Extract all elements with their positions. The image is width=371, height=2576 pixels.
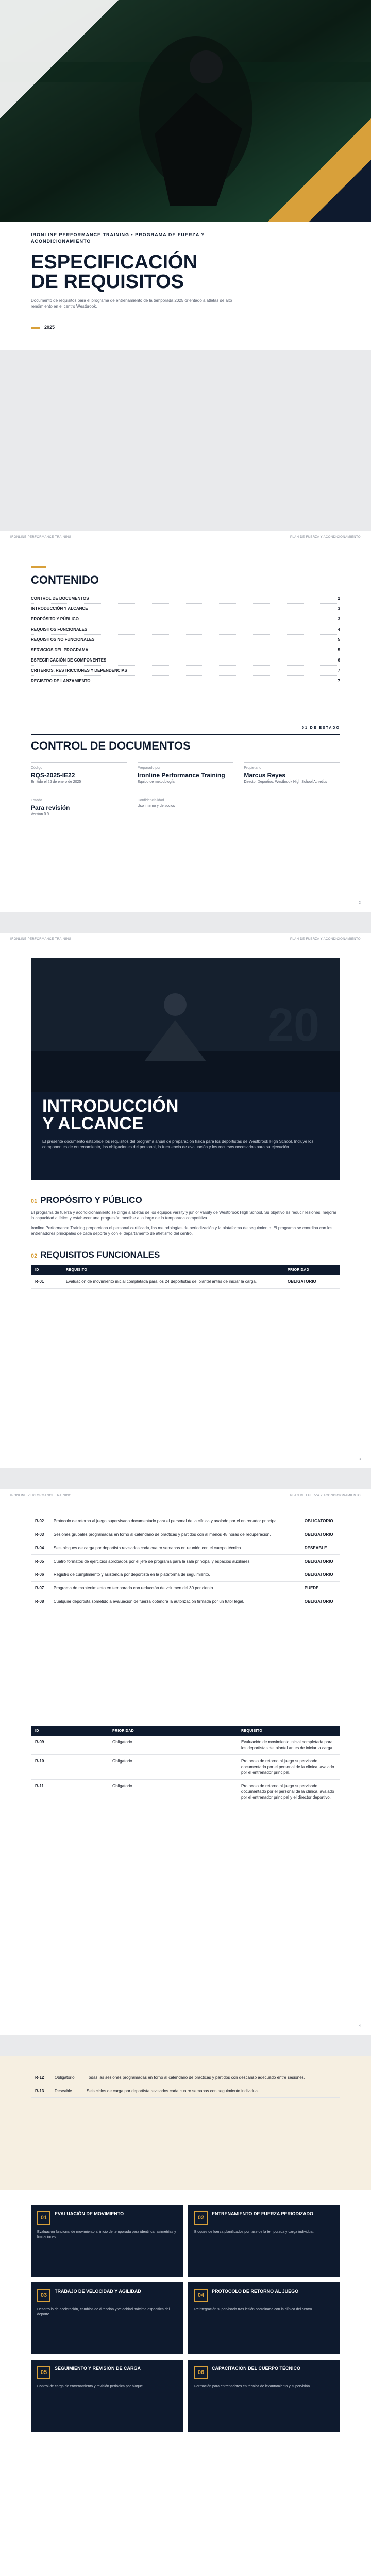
- table-cell-pri: Obligatorio: [108, 1755, 237, 1780]
- service-card: [31, 2282, 183, 2354]
- table-row: [31, 1595, 340, 1608]
- toc-entry-label: REQUISITOS FUNCIONALES: [31, 627, 88, 632]
- table-cell-id: R-12: [31, 2071, 50, 2084]
- table-cell-text: Registro de cumplimiento y asistencia por deportista en la plataforma de seguimiento.: [49, 1568, 300, 1582]
- control-field-label: Propietario: [244, 766, 262, 770]
- table-cell-id: R-07: [31, 1582, 49, 1595]
- table-cell-pri: OBLIGATORIO: [283, 1275, 340, 1289]
- control-title: CONTROL DE DOCUMENTOS: [31, 739, 191, 752]
- table-cell-pri: Deseable: [50, 2084, 82, 2098]
- toc-entry-label: REGISTRO DE LANZAMIENTO: [31, 679, 91, 683]
- service-card: [188, 2360, 340, 2432]
- toc-entry-page: 5: [338, 637, 340, 642]
- control-grid: [31, 762, 340, 816]
- intro-body: El presente documento establece los requisitos del programa anual de preparación física para los deportistas de Westbrook High School. Incluye los componentes de entrenamiento, las obligaciones del personal, la frecuencia de evaluación y los recursos necesarios para su ejecución.: [42, 1139, 314, 1149]
- control-field-sub: Versión 0.9: [31, 812, 49, 816]
- toc-entry-label: CRITERIOS, RESTRICCIONES Y DEPENDENCIAS: [31, 668, 127, 673]
- table-cell-text: Cuatro formatos de ejercicios aprobados por el jefe de programa para la sala principal y espacios auxiliares.: [49, 1555, 300, 1568]
- services-page: [0, 2056, 371, 2576]
- intro-page: [0, 933, 371, 1468]
- service-card-title: EVALUACIÓN DE MOVIMIENTO: [55, 2211, 124, 2216]
- page-header: [10, 536, 361, 539]
- table-cell-text: Evaluación de movimiento inicial completada para los deportistas del plantel antes de iniciar la carga.: [237, 1736, 340, 1755]
- intro-title: [42, 1097, 178, 1132]
- toc-entry[interactable]: [31, 645, 340, 655]
- table-row: [31, 1555, 340, 1568]
- section-accent: [31, 566, 46, 568]
- intro-hero: [31, 958, 340, 1180]
- toc-entry[interactable]: [31, 635, 340, 645]
- table-cell-text: Todas las sesiones programadas en torno al calendario de prácticas y partidos con descanso adecuado entre sesiones.: [82, 2071, 340, 2084]
- col-pri: PRIORIDAD: [108, 1726, 237, 1736]
- toc-list: [31, 594, 340, 686]
- table-cell-pri: OBLIGATORIO: [300, 1595, 340, 1608]
- service-card: [188, 2282, 340, 2354]
- service-card-number: 06: [194, 2366, 208, 2379]
- col-id: ID: [31, 1726, 108, 1736]
- table-cell-text: Seis ciclos de carga por deportista revisados cada cuatro semanas con seguimiento individual.: [82, 2084, 340, 2098]
- table-cell-id: R-09: [31, 1736, 108, 1755]
- cover-title-line1: ESPECIFICACIÓN: [31, 251, 198, 273]
- table-row: [31, 1541, 340, 1555]
- header-brand: IRONLINE PERFORMANCE TRAINING: [10, 536, 72, 539]
- table-row: [31, 1582, 340, 1595]
- toc-entry[interactable]: [31, 624, 340, 635]
- control-field-sub: Equipo de metodología: [137, 780, 175, 784]
- svg-text:20: 20: [268, 999, 320, 1051]
- toc-entry-page: 6: [338, 658, 340, 663]
- table-row: [31, 1755, 340, 1780]
- intro-gym-photo: [31, 958, 340, 1092]
- control-field-sub: Emitido el 26 de enero de 2025: [31, 780, 81, 784]
- table-row: [31, 1736, 340, 1755]
- table-cell-pri: OBLIGATORIO: [300, 1515, 340, 1528]
- table-cell-id: R-08: [31, 1595, 49, 1608]
- table-cell-text: Programa de mantenimiento en temporada con reducción de volumen del 30 por ciento.: [49, 1582, 300, 1595]
- page-number: 4: [359, 2024, 361, 2028]
- col-req: REQUISITO: [62, 1265, 283, 1275]
- page-header: [10, 938, 361, 941]
- table-cell-pri: OBLIGATORIO: [300, 1528, 340, 1541]
- control-field-value: Marcus Reyes: [244, 772, 286, 779]
- col-pri: PRIORIDAD: [283, 1265, 340, 1275]
- func-table-cont: [31, 1515, 340, 1608]
- table-row: [31, 1275, 340, 1289]
- service-card-title: CAPACITACIÓN DEL CUERPO TÉCNICO: [212, 2366, 301, 2371]
- service-card-number: 04: [194, 2289, 208, 2302]
- table-cell-id: R-02: [31, 1515, 49, 1528]
- table-cell-id: R-03: [31, 1528, 49, 1541]
- table-cell-text: Protocolo de retorno al juego supervisado documentado por el personal de la clínica, avalado por el entrenador principal y el director deportivo.: [237, 1780, 340, 1804]
- toc-entry-label: REQUISITOS NO FUNCIONALES: [31, 637, 95, 642]
- table-row: [31, 2084, 340, 2098]
- toc-entry[interactable]: [31, 666, 340, 676]
- toc-entry-label: PROPÓSITO Y PÚBLICO: [31, 617, 79, 621]
- toc-entry[interactable]: [31, 604, 340, 614]
- table-cell-id: R-04: [31, 1541, 49, 1555]
- func-heading: [31, 1250, 340, 1260]
- cover-page: [0, 0, 371, 350]
- table-cell-text: Protocolo de retorno al juego supervisado documentado por el personal de la clínica, avalado por el entrenador principal.: [237, 1755, 340, 1780]
- col-req: REQUISITO: [237, 1726, 340, 1736]
- toc-page: [0, 531, 371, 912]
- toc-entry-page: 4: [338, 627, 340, 632]
- header-doc: PLAN DE FUERZA Y ACONDICIONAMIENTO: [290, 938, 361, 941]
- toc-entry-page: 3: [338, 617, 340, 621]
- service-card-number: 02: [194, 2211, 208, 2225]
- nonfunc-table: [31, 1726, 340, 1804]
- control-field-value: RQS-2025-IE22: [31, 772, 75, 779]
- cover-title-line2: DE REQUISITOS: [31, 271, 184, 293]
- requirements-page: [0, 1489, 371, 2035]
- service-card-number: 01: [37, 2211, 50, 2225]
- control-field-label: Confidencialidad: [137, 799, 164, 802]
- control-kicker: 01 DE ESTADO: [301, 726, 340, 730]
- control-field: [31, 795, 127, 816]
- service-card-title: TRABAJO DE VELOCIDAD Y AGILIDAD: [55, 2289, 141, 2294]
- toc-entry-page: 7: [338, 668, 340, 673]
- table-cell-id: R-05: [31, 1555, 49, 1568]
- table-cell-id: R-11: [31, 1780, 108, 1804]
- service-card-title: PROTOCOLO DE RETORNO AL JUEGO: [212, 2289, 299, 2294]
- header-doc: PLAN DE FUERZA Y ACONDICIONAMIENTO: [290, 536, 361, 539]
- header-brand: IRONLINE PERFORMANCE TRAINING: [10, 1494, 72, 1497]
- control-field-sub: Uso interno y de socios: [137, 804, 175, 808]
- header-doc: PLAN DE FUERZA Y ACONDICIONAMIENTO: [290, 1494, 361, 1497]
- toc-entry-page: 2: [338, 596, 340, 601]
- control-field-sub: Director Deportivo, Westbrook High School Athletics: [244, 780, 327, 784]
- toc-entry[interactable]: [31, 676, 340, 686]
- cover-kicker: IRONLINE PERFORMANCE TRAINING • PROGRAMA DE FUERZA Y ACONDICIONAMIENTO: [31, 232, 205, 244]
- table-cell-pri: PUEDE: [300, 1582, 340, 1595]
- toc-entry[interactable]: [31, 655, 340, 666]
- service-card-text: Control de carga de entrenamiento y revisión periódica por bloque.: [37, 2385, 144, 2388]
- purpose-p1: El programa de fuerza y acondicionamiento se dirige a atletas de los equipos varsity y junior varsity de Westbrook High School. Su objetivo es reducir lesiones, mejorar la capacidad atlética y establecer una progresión medible a lo largo de la temporada competitiva.: [31, 1210, 337, 1221]
- control-field-value: Para revisión: [31, 804, 70, 811]
- toc-entry-label: SERVICIOS DEL PROGRAMA: [31, 648, 89, 652]
- table-cell-text: Protocolo de retorno al juego supervisado documentado para el personal de la clínica y avalado por el entrenador principal.: [49, 1515, 300, 1528]
- table-cell-id: R-01: [31, 1275, 62, 1289]
- service-card-number: 03: [37, 2289, 50, 2302]
- toc-entry[interactable]: [31, 614, 340, 624]
- table-cell-pri: Obligatorio: [108, 1780, 237, 1804]
- service-card-text: Reintegración supervisada tras lesión coordinada con la clínica del centro.: [194, 2308, 313, 2311]
- header-brand: IRONLINE PERFORMANCE TRAINING: [10, 938, 72, 941]
- service-card-text: Desarrollo de aceleración, cambios de dirección y velocidad máxima específica del deporte.: [37, 2308, 170, 2316]
- table-row: [31, 1528, 340, 1541]
- purpose-num: 01: [31, 1198, 38, 1205]
- intro-title-line2: Y ALCANCE: [42, 1114, 144, 1133]
- table-cell-id: R-06: [31, 1568, 49, 1582]
- table-row: [31, 1780, 340, 1804]
- service-card-title: SEGUIMIENTO Y REVISIÓN DE CARGA: [55, 2366, 141, 2371]
- purpose-heading: [31, 1195, 340, 1206]
- toc-entry-page: 5: [338, 648, 340, 652]
- service-card: [31, 2360, 183, 2432]
- nonfunc-table-cont: [31, 2071, 340, 2098]
- cover-year: 2025: [44, 325, 55, 330]
- table-cell-id: R-13: [31, 2084, 50, 2098]
- service-card-text: Formación para entrenadores en técnica de levantamiento y supervisión.: [194, 2385, 311, 2388]
- control-field-label: Código: [31, 766, 43, 770]
- table-cell-pri: OBLIGATORIO: [300, 1555, 340, 1568]
- control-field: [138, 762, 234, 784]
- table-row: [31, 1515, 340, 1528]
- page-header: [10, 1494, 361, 1497]
- func-num: 02: [31, 1253, 38, 1259]
- control-field: [244, 762, 340, 784]
- page-number: 3: [359, 1458, 361, 1461]
- table-row: [31, 2071, 340, 2084]
- control-field-label: Preparado por: [137, 766, 161, 770]
- col-id: ID: [31, 1265, 62, 1275]
- table-cell-text: Evaluación de movimiento inicial completada para los 24 deportistas del plantel antes de iniciar la carga.: [62, 1275, 283, 1289]
- table-row: [31, 1568, 340, 1582]
- intro-title-line1: INTRODUCCIÓN: [42, 1096, 179, 1116]
- control-field-label: Estado: [31, 799, 42, 802]
- func-title: REQUISITOS FUNCIONALES: [40, 1250, 160, 1260]
- toc-entry-label: INTRODUCCIÓN Y ALCANCE: [31, 606, 88, 611]
- page-number: 2: [359, 901, 361, 905]
- toc-entry-page: 7: [338, 679, 340, 683]
- table-cell-pri: Obligatorio: [50, 2071, 82, 2084]
- service-card-text: Evaluación funcional de movimiento al inicio de temporada para identificar asimetrías y limitaciones.: [37, 2230, 176, 2239]
- table-cell-pri: DESEABLE: [300, 1541, 340, 1555]
- control-field: [138, 795, 234, 816]
- toc-entry-label: ESPECIFICACIÓN DE COMPONENTES: [31, 658, 107, 663]
- service-card-text: Bloques de fuerza planificados por fase de la temporada y carga individual.: [194, 2230, 315, 2234]
- cover-athlete-photo: [0, 0, 371, 222]
- service-card: [31, 2205, 183, 2277]
- cover-year-accent: [31, 327, 40, 329]
- control-field: [31, 762, 127, 784]
- table-cell-pri: OBLIGATORIO: [300, 1568, 340, 1582]
- table-cell-text: Cualquier deportista sometido a evaluación de fuerza obtendrá la autorización firmada por un tutor legal.: [49, 1595, 300, 1608]
- table-cell-pri: Obligatorio: [108, 1736, 237, 1755]
- control-field-value: Ironline Performance Training: [137, 772, 225, 779]
- purpose-title: PROPÓSITO Y PÚBLICO: [40, 1195, 142, 1205]
- cover-subtitle: Documento de requisitos para el programa de entrenamiento de la temporada 2025 orientado a atletas de alto rendimiento en el centro Westbrook.: [31, 298, 232, 309]
- table-cell-id: R-10: [31, 1755, 108, 1780]
- toc-entry-label: CONTROL DE DOCUMENTOS: [31, 596, 89, 601]
- toc-entry[interactable]: [31, 594, 340, 604]
- toc-title: CONTENIDO: [31, 573, 99, 586]
- table-cell-text: Sesiones grupales programadas en torno al calendario de prácticas y partidos con al menos 48 horas de recuperación.: [49, 1528, 300, 1541]
- purpose-p2: Ironline Performance Training proporciona el personal certificado, las metodologías de periodización y la plataforma de seguimiento. El programa se coordina con los entrenadores principales de cada deporte y con el departamento de atletismo del centro.: [31, 1226, 333, 1236]
- service-card: [188, 2205, 340, 2277]
- toc-entry-page: 3: [338, 606, 340, 611]
- table-cell-text: Seis bloques de carga por deportista revisados cada cuatro semanas en reunión con el cuerpo técnico.: [49, 1541, 300, 1555]
- control-divider: [31, 734, 340, 735]
- service-card-number: 05: [37, 2366, 50, 2379]
- func-table: [31, 1265, 340, 1289]
- cover-title: [31, 252, 197, 292]
- service-card-title: ENTRENAMIENTO DE FUERZA PERIODIZADO: [212, 2211, 314, 2216]
